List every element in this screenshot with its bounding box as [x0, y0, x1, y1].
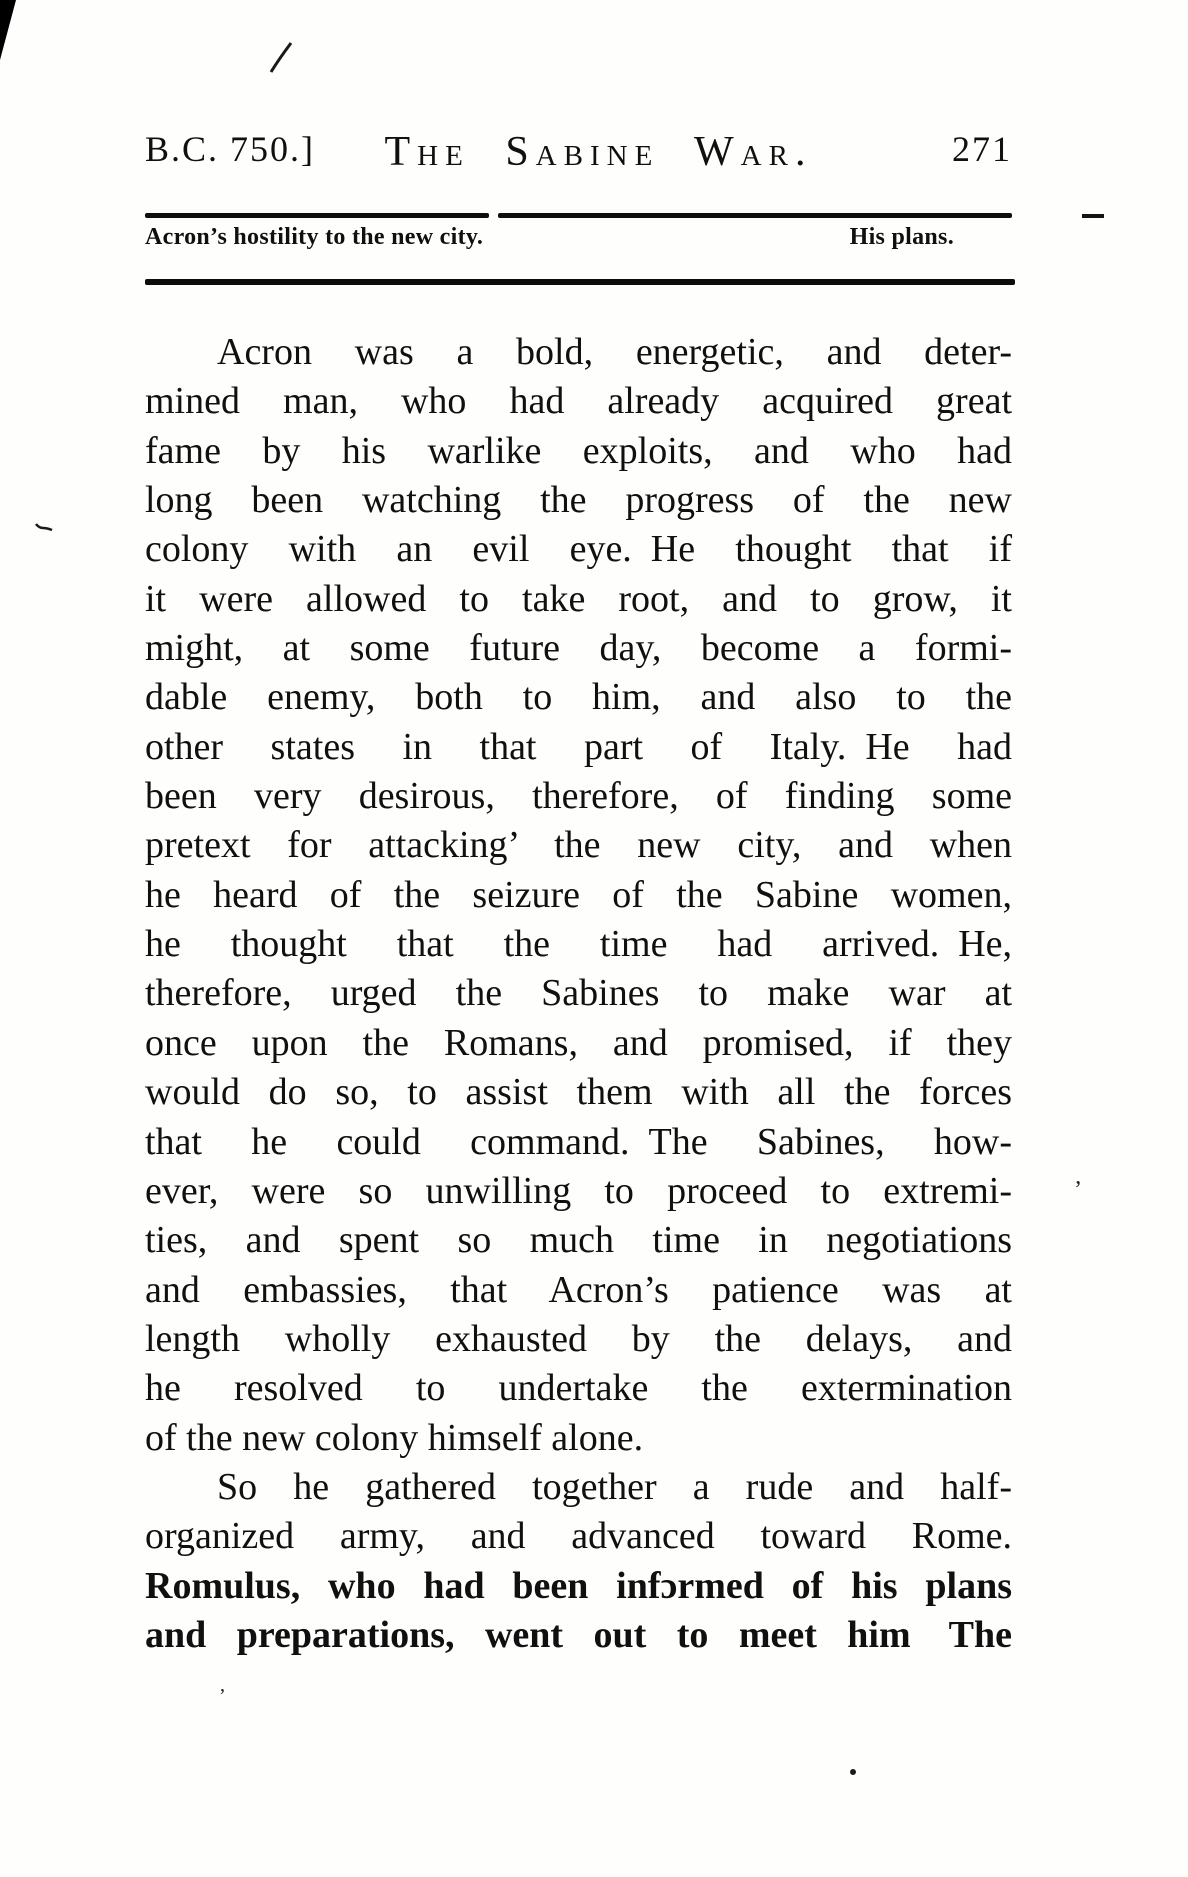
paragraph: [145, 328, 1012, 1463]
text-line: colony with an evil eye. He thought that if: [145, 528, 1012, 571]
scan-artifact-dot: [850, 1769, 856, 1775]
text-line: he resolved to undertake the extermination: [145, 1367, 1012, 1410]
page-title: The Sabine War.: [384, 129, 813, 175]
text-line: and preparations, went out to meet him The: [145, 1613, 1012, 1656]
paragraph: [145, 1463, 1012, 1660]
running-head-rule: [145, 279, 1015, 285]
text-line: fame by his warlike exploits, and who had: [145, 429, 1012, 472]
text-line: ties, and spent so much time in negotiations: [145, 1219, 1012, 1262]
text-line: mined man, who had already acquired great: [145, 380, 1012, 423]
page-header: [145, 128, 1012, 184]
text-line: ever, were so unwilling to proceed to extremi-: [145, 1169, 1012, 1212]
era-label: B.C. 750.]: [145, 129, 316, 169]
page-number: 271: [952, 129, 1012, 169]
text-line: dable enemy, both to him, and also to the: [145, 676, 1012, 719]
text-line: pretext for attacking’ the new city, and when: [145, 824, 1012, 867]
text-line: long been watching the progress of the new: [145, 479, 1012, 522]
text-line: length wholly exhausted by the delays, and: [145, 1317, 1012, 1360]
scan-artifact-squiggle: [34, 520, 54, 532]
header-rule-segment: [498, 213, 1012, 218]
scan-artifact-apostrophe: ’: [1074, 1177, 1082, 1203]
scan-artifact-corner: [0, 0, 16, 60]
text-line: organized army, and advanced toward Rome.: [145, 1515, 1012, 1558]
header-rule: [145, 213, 1012, 218]
text-line: of the new colony himself alone.: [145, 1416, 644, 1459]
scan-artifact-slash: [268, 40, 294, 76]
text-line: would do so, to assist them with all the forces: [145, 1071, 1012, 1114]
text-line: been very desirous, therefore, of finding some: [145, 775, 1012, 818]
text-line: might, at some future day, become a formi-: [145, 627, 1012, 670]
running-head: [145, 224, 1012, 251]
header-rule-fragment: [1082, 214, 1104, 218]
running-head-right: His plans.: [849, 224, 954, 250]
text-line: therefore, urged the Sabines to make war at: [145, 972, 1012, 1015]
text-line: other states in that part of Italy. He had: [145, 725, 1012, 768]
text-line: that he could command. The Sabines, how-: [145, 1120, 1012, 1163]
scan-artifact-comma: ’: [219, 1685, 226, 1707]
running-head-left: Acron’s hostility to the new city.: [145, 224, 484, 250]
text-line: he heard of the seizure of the Sabine women,: [145, 873, 1012, 916]
text-line: he thought that the time had arrived. He,: [145, 923, 1012, 966]
text-line: it were allowed to take root, and to grow, it: [145, 577, 1012, 620]
text-line: Romulus, who had been infɔrmed of his plans: [145, 1564, 1012, 1607]
header-rule-segment: [145, 213, 489, 218]
text-line: and embassies, that Acron’s patience was at: [145, 1268, 1012, 1311]
text-line: Acron was a bold, energetic, and deter-: [217, 331, 1012, 373]
body-text: [145, 328, 1012, 1660]
text-line: once upon the Romans, and promised, if they: [145, 1021, 1012, 1064]
text-line: So he gathered together a rude and half-: [217, 1465, 1012, 1508]
